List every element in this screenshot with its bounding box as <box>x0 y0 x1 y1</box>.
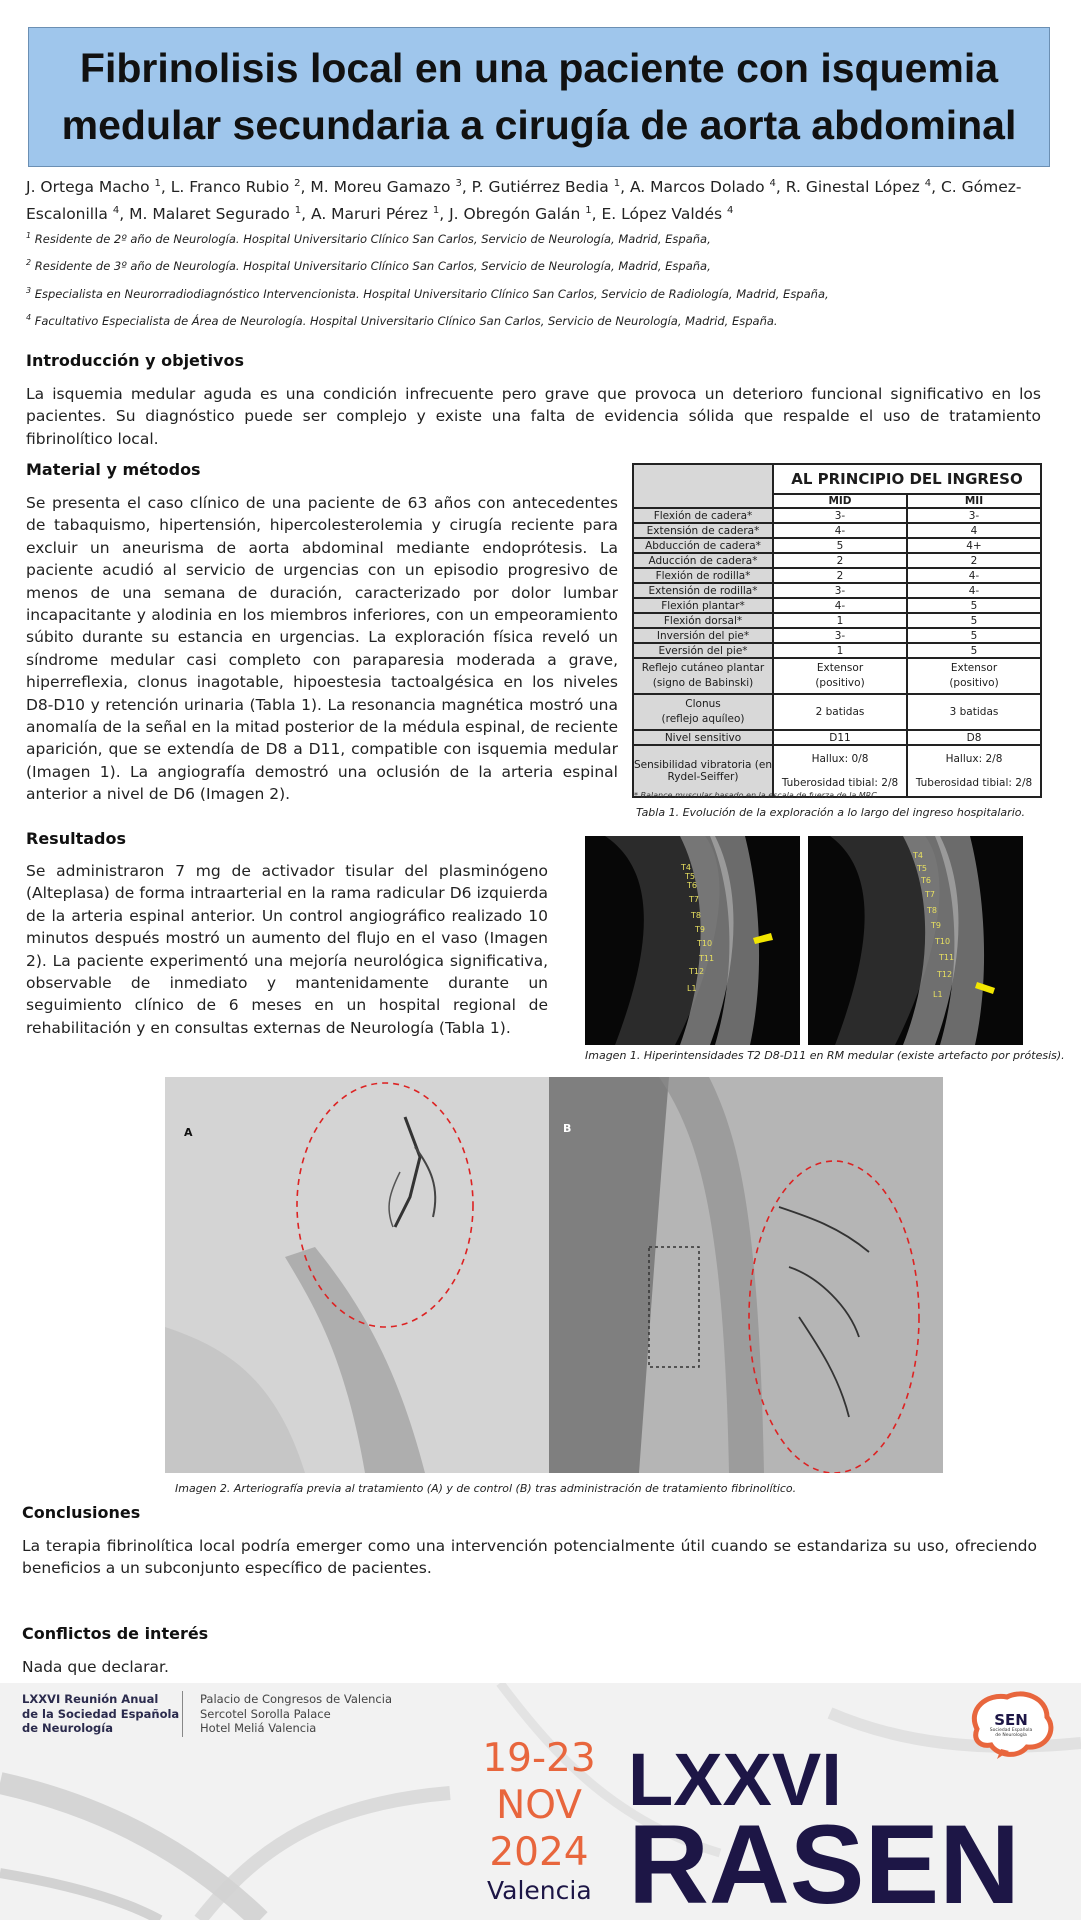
table-row <box>633 523 1041 538</box>
methods-heading: Material y métodos <box>26 460 201 479</box>
table-row <box>633 598 1041 613</box>
conflicts-heading: Conflictos de interés <box>22 1624 209 1643</box>
mri-spine-drawing <box>585 836 1023 1045</box>
table-cell-label: Flexión plantar* <box>633 598 773 613</box>
table-cell-label: Flexión de cadera* <box>633 508 773 523</box>
author-name: J. Obregón Galán <box>449 205 581 224</box>
angio-label-b: B <box>563 1122 572 1135</box>
intro-heading: Introducción y objetivos <box>26 351 244 370</box>
mri-vertebra-label: T8 <box>691 911 701 920</box>
author-affiliation-mark: 1 <box>585 205 592 217</box>
table-row <box>633 583 1041 598</box>
author-list: J. Ortega Macho $^1$, L. Franco Rubio $^2$, M. Moreu Gamazo $^3$, P. Gutiérrez Bedia $^1$, A. Marcos Dolado $^4$, R. Ginestal López $^4$, C. Gómez-Escalonilla $^4$, M. Malaret Segurado $^1$, A. Maruri Pérez $^1$, J. Obregón Galán $^1$, E. López Valdés $^4$ <box>26 178 1022 224</box>
angio-caption: Imagen 2. Arteriografía previa al tratamiento (A) y de control (B) tras administración de tratamiento fibrinolítico. <box>175 1482 797 1495</box>
table-cell-label: Inversión del pie* <box>633 628 773 643</box>
author-affiliation-mark: 1 <box>154 178 161 189</box>
mri-vertebra-label: T4 <box>681 863 691 872</box>
results-text: Se administraron 7 mg de activador tisular del plasminógeno (Alteplasa) de forma intraarterial en la rama radicular D6 izquierda de la arteria espinal anterior. Un control angiográfico realizado 10 minutos después mostró un aumento del flujo en el vaso (Imagen 2). La paciente experimentó una mejoría neurológica significativa, observable de inmediato y mantenidamente durante un seguimiento clínico de 6 meses en un hospital regional de rehabilitación y en consultas externas de Neurología (Tabla 1). <box>26 862 548 1037</box>
author-name: M. Malaret Segurado <box>129 205 290 224</box>
table-cell-mid: 3- <box>773 628 907 643</box>
table-cell-mid: 1 <box>773 643 907 658</box>
angiography-image-a <box>165 1077 549 1473</box>
congress-city: Valencia <box>487 1876 592 1905</box>
table-cell-label: Aducción de cadera* <box>633 553 773 568</box>
affiliation-3: $^3$ Especialista en Neurorradiodiagnóstico Intervencionista. Hospital Universitario Clínico San Carlos, Servicio de Radiología, Madrid, España, <box>26 286 829 301</box>
table-cell-mii: 3- <box>907 508 1041 523</box>
clinical-table <box>632 463 1042 798</box>
mri-vertebra-label: T7 <box>689 895 699 904</box>
table-row-babinski: Reflejo cutáneo plantar (signo de Babinski) Extensor (positivo) Extensor (positivo) <box>633 658 1041 694</box>
author-affiliation-mark: 1 <box>613 178 621 189</box>
author-name: P. Gutiérrez Bedia <box>471 178 609 197</box>
mri-vertebra-label: L1 <box>933 990 943 999</box>
mri-vertebra-label: T9 <box>931 921 941 930</box>
table-col-mid: MID <box>773 494 907 508</box>
sen-logo-text: SEN <box>994 1711 1028 1729</box>
angiography-image-b <box>549 1077 943 1473</box>
table-footnote: * Balance muscular basado en la escala de fuerza de la MRC <box>634 791 877 800</box>
methods-text: Se presenta el caso clínico de una paciente de 63 años con antecedentes de tabaquismo, hipertensión, hipercolesterolemia y cirugía reciente para excluir un aneurisma de aorta abdominal mediante endoprótesis. La paciente acudió al servicio de urgencias con un episodio progresivo de menos de una semana de duración, caracterizado por dolor lumbar incapacitante y alodinia en los miembros inferiores, con un empeoramiento súbito durante su estancia en urgencias. La exploración física reveló un síndrome medular casi completo con paraparesia moderada a grave, hiperreflexia, clonus inagotable, hipoestesia tactoalgésica en los niveles D8-D10 y retención urinaria (Tabla 1). La resonancia magnética mostró una anomalía de la señal en la mitad posterior de la médula espinal, de reciente aparición, que se extendía de D8 a D11, compatible con isquemia medular (Imagen 1). La angiografía demostró una oclusión de la arteria espinal anterior a nivel de D6 (Imagen 2). <box>26 494 618 804</box>
title-banner <box>28 27 1050 167</box>
congress-footer <box>0 1683 1081 1920</box>
angio-label-a: A <box>184 1126 193 1139</box>
affiliation-2: $^2$ Residente de 3º año de Neurología. Hospital Universitario Clínico San Carlos, Servicio de Neurología, Madrid, España, <box>26 258 711 273</box>
table-cell-mid: 5 <box>773 538 907 553</box>
table-caption: Tabla 1. Evolución de la exploración a lo largo del ingreso hospitalario. <box>636 806 1025 819</box>
table-cell-mii: 4- <box>907 583 1041 598</box>
table-cell-mii: 2 <box>907 553 1041 568</box>
poster-title <box>39 40 1039 154</box>
mri-vertebra-label: T10 <box>935 937 951 946</box>
table-cell-mid: 3- <box>773 508 907 523</box>
table-row <box>633 568 1041 583</box>
mri-vertebra-label: T9 <box>695 925 705 934</box>
table-row <box>633 628 1041 643</box>
mri-vertebra-label: L1 <box>687 984 697 993</box>
table-corner-cell <box>633 464 773 508</box>
table-cell-mid: 4- <box>773 523 907 538</box>
mri-vertebra-label: T6 <box>687 881 697 890</box>
author-affiliation-mark: 4 <box>112 205 120 217</box>
mri-vertebra-label: T10 <box>697 939 713 948</box>
table-row <box>633 643 1041 658</box>
author-name: E. López Valdés <box>601 205 723 224</box>
table-cell-mii: 5 <box>907 643 1041 658</box>
table-cell-mii: 5 <box>907 613 1041 628</box>
author-affiliation-mark: 1 <box>294 205 302 217</box>
table-cell-label: Extensión de rodilla* <box>633 583 773 598</box>
table-cell-label: Abducción de cadera* <box>633 538 773 553</box>
table-cell-label: Flexión dorsal* <box>633 613 773 628</box>
author-name: C. Gómez-Escalonilla <box>26 178 1022 224</box>
mri-vertebra-label: T12 <box>937 970 953 979</box>
mri-image <box>585 836 1023 1045</box>
table-cell-mii: 4- <box>907 568 1041 583</box>
congress-edition: LXXVI <box>628 1738 842 1821</box>
table-row <box>633 613 1041 628</box>
results-heading: Resultados <box>26 829 126 848</box>
conclusions-text: La terapia fibrinolítica local podría emerger como una intervención potencialmente útil cuando se estandariza su uso, ofreciendo beneficios a un subconjunto específico de pacientes. <box>22 1537 1037 1578</box>
footer-divider <box>182 1691 183 1737</box>
table-cell-mii: 4 <box>907 523 1041 538</box>
table-cell-mid: 1 <box>773 613 907 628</box>
mri-vertebra-label: T5 <box>917 864 927 873</box>
title-line-1: Fibrinolisis local en una paciente con isquemia <box>79 45 999 91</box>
table-header: AL PRINCIPIO DEL INGRESO <box>773 464 1041 494</box>
table-cell-label: Extensión de cadera* <box>633 523 773 538</box>
affiliation-1: $^1$ Residente de 2º año de Neurología. Hospital Universitario Clínico San Carlos, Servicio de Neurología, Madrid, España, <box>26 231 711 246</box>
author-affiliation-mark: 4 <box>924 178 932 189</box>
table-row <box>633 553 1041 568</box>
author-affiliation-mark: 2 <box>294 178 301 189</box>
author-name: R. Ginestal López <box>785 178 920 197</box>
mri-vertebra-label: T11 <box>939 953 955 962</box>
author-name: L. Franco Rubio <box>170 178 290 197</box>
title-line-2: medular secundaria a cirugía de aorta abdominal <box>61 102 1017 148</box>
table-row-sensitivo: Nivel sensitivo D11 D8 <box>633 730 1041 745</box>
table-cell-mid: 3- <box>773 583 907 598</box>
author-name: J. Ortega Macho <box>26 178 150 197</box>
meeting-name: LXXVI Reunión Anual de la Sociedad Española de Neurología <box>22 1692 180 1735</box>
sen-logo-subtitle: Sociedad Española de Neurología <box>989 1728 1033 1738</box>
mri-vertebra-label: T6 <box>921 876 931 885</box>
table-cell-mii: 4+ <box>907 538 1041 553</box>
mri-caption: Imagen 1. Hiperintensidades T2 D8-D11 en RM medular (existe artefacto por prótesis). <box>585 1049 1065 1062</box>
author-affiliation-mark: 1 <box>432 205 440 217</box>
table-cell-mii: 5 <box>907 628 1041 643</box>
table-cell-mid: 4- <box>773 598 907 613</box>
table-row <box>633 508 1041 523</box>
table-row-clonus: Clonus (reflejo aquíleo) 2 batidas 3 batidas <box>633 694 1041 730</box>
table-cell-mid: 2 <box>773 553 907 568</box>
mri-vertebra-label: T5 <box>685 872 695 881</box>
affiliation-4: $^4$ Facultativo Especialista de Área de Neurología. Hospital Universitario Clínico San Carlos, Servicio de Neurología, Madrid, España. <box>26 313 778 328</box>
table-cell-label: Flexión de rodilla* <box>633 568 773 583</box>
author-name: M. Moreu Gamazo <box>310 178 451 197</box>
table-row <box>633 538 1041 553</box>
mri-vertebra-label: T4 <box>913 851 923 860</box>
congress-dates: 19-23 NOV 2024 <box>482 1736 596 1875</box>
author-affiliation-mark: 4 <box>727 205 734 217</box>
author-name: A. Marcos Dolado <box>629 178 765 197</box>
sen-logo <box>967 1689 1055 1761</box>
conflicts-text: Nada que declarar. <box>22 1658 169 1676</box>
table-row-vibratoria: Sensibilidad vibratoria (en Rydel-Seiffer) Hallux: 0/8 Tuberosidad tibial: 2/8 Hallux: 2/8 Tuberosidad tibial: 2/8 <box>633 745 1041 797</box>
table-cell-mii: 5 <box>907 598 1041 613</box>
table-col-mii: MII <box>907 494 1041 508</box>
intro-text: La isquemia medular aguda es una condición infrecuente pero grave que provoca un deterioro funcional significativo en los pacientes. Su diagnóstico puede ser complejo y existe una falta de evidencia sólida que respalde el uso de tratamiento fibrinolítico local. <box>26 385 1041 448</box>
mri-vertebra-label: T8 <box>927 906 937 915</box>
author-affiliation-mark: 4 <box>769 178 776 189</box>
author-affiliation-mark: 3 <box>455 178 462 189</box>
venue-list: Palacio de Congresos de Valencia Sercotel Sorolla Palace Hotel Meliá Valencia <box>200 1692 393 1735</box>
mri-vertebra-label: T11 <box>699 954 715 963</box>
conclusions-heading: Conclusiones <box>22 1503 141 1522</box>
congress-brand: RASEN <box>628 1802 1021 1920</box>
mri-vertebra-label: T12 <box>689 967 705 976</box>
table-cell-label: Eversión del pie* <box>633 643 773 658</box>
author-name: A. Maruri Pérez <box>310 205 428 224</box>
mri-vertebra-label: T7 <box>925 890 935 899</box>
table-cell-mid: 2 <box>773 568 907 583</box>
